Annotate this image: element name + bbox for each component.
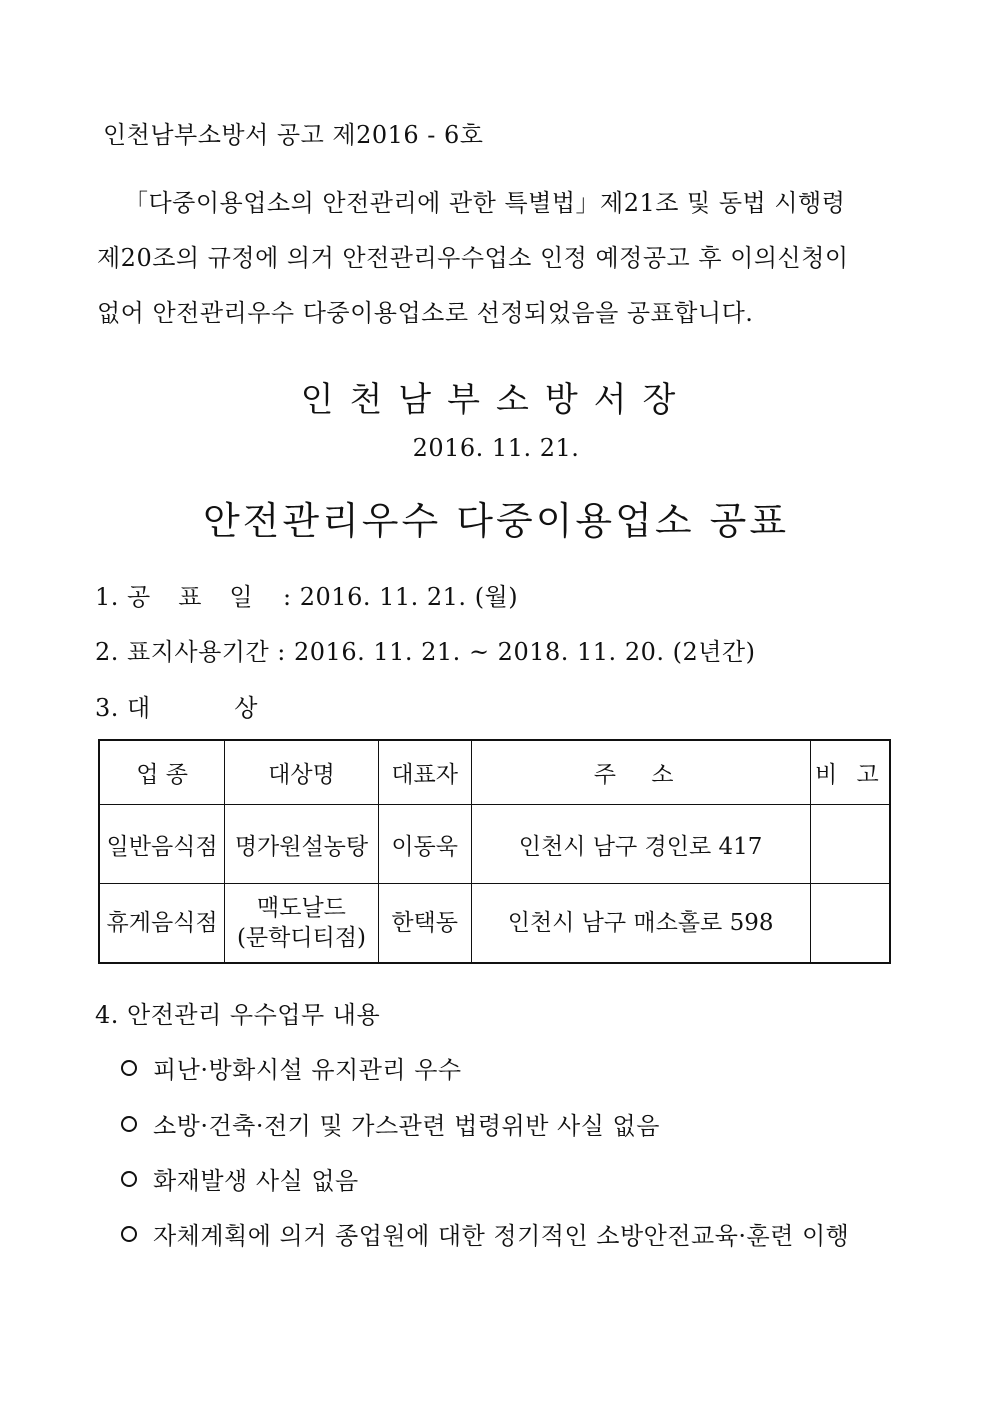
list-item	[121, 1216, 849, 1251]
circle-bullet-icon	[121, 1116, 137, 1132]
cell-address: 인천시 남구 경인로 417	[471, 805, 810, 884]
header-address: 주 소	[471, 740, 810, 805]
bullet-text: 자체계획에 의거 종업원에 대한 정기적인 소방안전교육·훈련 이행	[153, 1222, 850, 1250]
target-table	[98, 739, 891, 964]
bullet-text: 피난·방화시설 유지관리 우수	[153, 1056, 462, 1084]
item-number: 2.	[95, 638, 119, 666]
circle-bullet-icon	[121, 1226, 137, 1242]
item-label: 공표일	[127, 583, 281, 611]
circle-bullet-icon	[121, 1060, 137, 1076]
header-industry: 업 종	[99, 740, 225, 805]
item-number: 1.	[95, 583, 119, 611]
cell-name: 명가원설농탕	[225, 805, 379, 884]
cell-name-line-2: (문학디티점)	[236, 925, 366, 951]
cell-industry: 일반음식점	[99, 805, 225, 884]
document-title: 안전관리우수 다중이용업소 공표	[202, 499, 790, 543]
list-item	[121, 1050, 462, 1085]
item-number: 3.	[95, 694, 119, 722]
intro-line-3: 없어 안전관리우수 다중이용업소로 선정되었음을 공표합니다.	[97, 299, 754, 327]
header-name: 대상명	[225, 740, 379, 805]
cell-note	[810, 884, 890, 964]
table-row	[99, 884, 890, 964]
circle-bullet-icon	[121, 1171, 137, 1187]
cell-name	[225, 884, 379, 964]
list-item	[121, 1161, 359, 1196]
item-target	[95, 688, 342, 723]
item-usage-period	[95, 632, 755, 667]
section-4-heading: 4. 안전관리 우수업무 내용	[95, 1001, 381, 1029]
header-note: 비 고	[810, 740, 890, 805]
intro-line-2: 제20조의 규정에 의거 안전관리우수업소 인정 예정공고 후 이의신청이	[97, 244, 849, 272]
header-representative: 대표자	[378, 740, 471, 805]
item-announce-date	[95, 577, 518, 612]
issuer-name: 인천남부소방서장	[300, 380, 692, 420]
bullet-text: 화재발생 사실 없음	[153, 1167, 359, 1195]
table-header-row	[99, 740, 890, 805]
cell-representative: 이동욱	[378, 805, 471, 884]
cell-representative: 한택동	[378, 884, 471, 964]
item-label: 대상	[127, 694, 342, 722]
cell-address: 인천시 남구 매소홀로 598	[471, 884, 810, 964]
item-label: 표지사용기간	[127, 638, 270, 666]
cell-name-line-1: 맥도날드	[257, 895, 346, 921]
intro-line-1: 「다중이용업소의 안전관리에 관한 특별법」제21조 및 동법 시행령	[124, 189, 846, 217]
issue-date: 2016. 11. 21.	[412, 434, 580, 462]
table-row	[99, 805, 890, 884]
cell-industry: 휴게음식점	[99, 884, 225, 964]
item-value: : 2016. 11. 21. ~ 2018. 11. 20. (2년간)	[277, 638, 756, 666]
bullet-text: 소방·건축·전기 및 가스관련 법령위반 사실 없음	[153, 1112, 660, 1140]
cell-note	[810, 805, 890, 884]
list-item	[121, 1106, 660, 1141]
item-value: : 2016. 11. 21. (월)	[283, 583, 519, 611]
notice-number: 인천남부소방서 공고 제2016 - 6호	[103, 121, 484, 149]
